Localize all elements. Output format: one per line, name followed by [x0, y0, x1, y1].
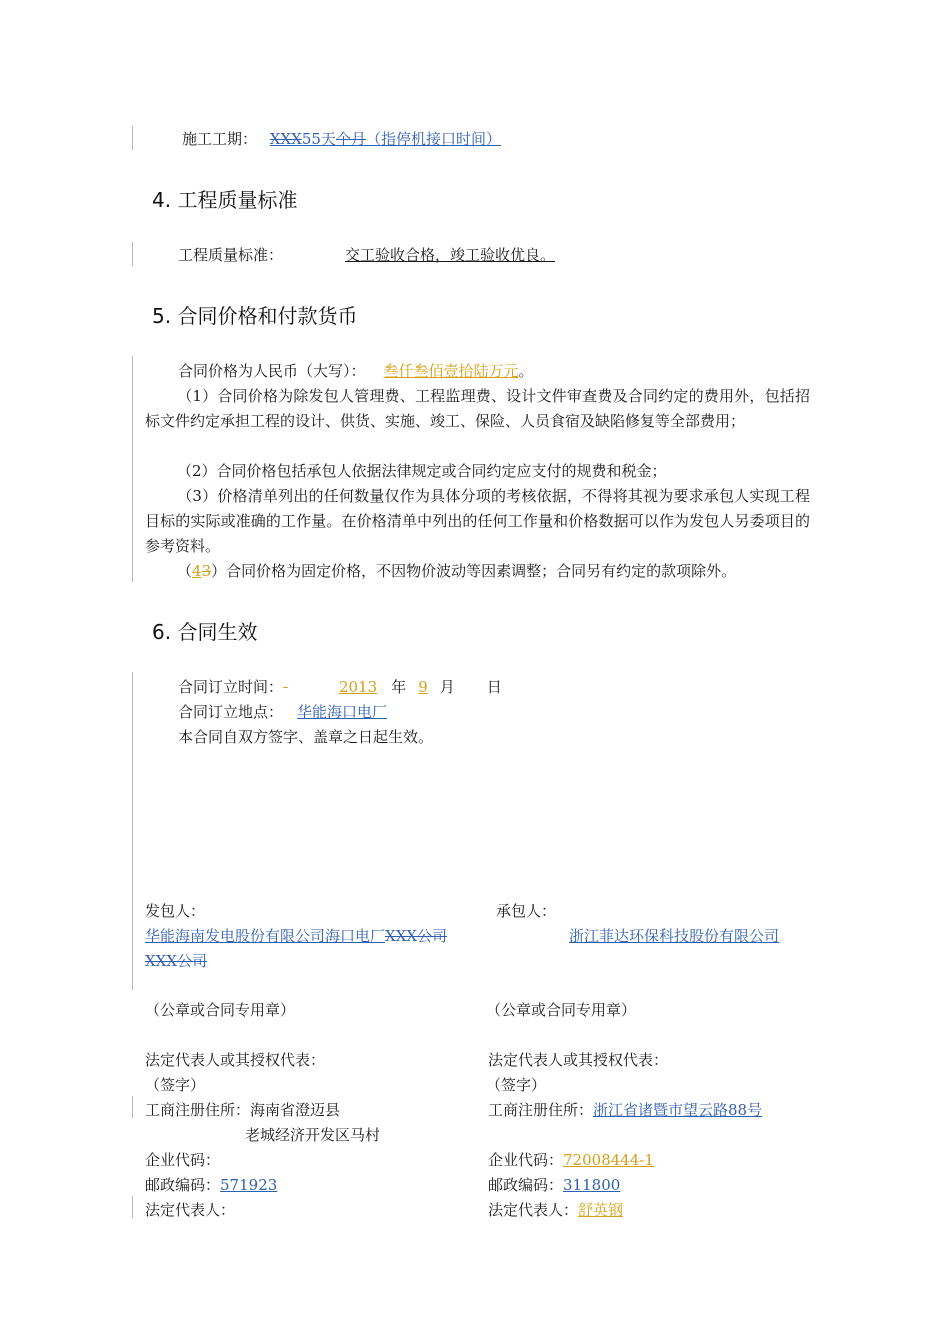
rep-left: 法定代表人或其授权代表： [145, 1051, 326, 1069]
price-item-4: （43）合同价格为固定价格，不因物价波动等因素调整；合同另有约定的款项除外。 [177, 562, 737, 580]
contract-place-line [178, 701, 461, 722]
sign-left: （签字） [145, 1076, 206, 1094]
contract-price-line [178, 360, 534, 381]
price-end: 。 [518, 362, 534, 380]
contract-year: 2013 [339, 678, 378, 696]
quality-standard-line [178, 244, 587, 265]
employer-name: 华能海南发电股份有限公司海口电厂 [145, 927, 386, 945]
price-item-1: （1）合同价格为除发包人管理费、工程监理费、设计文件审查费及合同约定的费用外，包括招标文件约定承担工程的设计、供货、实施、竣工、保险、人员食宿及缺陷修复等全部费用； [145, 387, 810, 430]
date-deleted-blank [283, 678, 325, 696]
change-bar [132, 1196, 133, 1218]
zip-label-right: 邮政编码： [488, 1176, 564, 1194]
seal-right: （公章或合同专用章） [486, 1001, 637, 1019]
period-value-group [262, 130, 501, 148]
code-label-left: 企业代码： [145, 1151, 221, 1169]
employer-deleted: XXX公司 [385, 927, 448, 945]
quality-label: 工程质量标准： [178, 246, 284, 264]
legal-label-left: 法定代表人： [145, 1201, 236, 1219]
section-6-heading: 6. 合同生效 [152, 620, 258, 644]
construction-period-line [182, 128, 501, 149]
legal-right-line [488, 1199, 623, 1220]
contractor-deleted: XXX公司 [145, 952, 208, 970]
price-item-3: （3）价格清单列出的任何数量仅作为具体分项的考核依据，不得将其视为要求承包人实现工程目标的实际或准确的工作量。在价格清单中列出的任何工作量和价格数据可以作为发包人另委项目的参考资料。 [145, 487, 810, 555]
address-right-line [488, 1099, 762, 1120]
day-unit: 日 [486, 678, 502, 696]
contractor-label: 承包人： [496, 902, 557, 920]
date-label: 合同订立时间： [178, 678, 284, 696]
code-right: 72008444-1 [563, 1151, 654, 1169]
period-value: 55天 [301, 130, 336, 148]
place-label: 合同订立地点： [178, 703, 284, 721]
place-value: 华能海口电厂 [297, 703, 388, 721]
rep-right: 法定代表人或其授权代表： [488, 1051, 669, 1069]
change-bar [132, 242, 133, 266]
employer-label: 发包人： [145, 902, 206, 920]
change-bar [132, 356, 133, 582]
quality-value: 交工验收合格，竣工验收优良。 [345, 246, 556, 264]
period-label: 施工工期： [182, 130, 258, 148]
period-note: （指停机接口时间） [365, 130, 501, 148]
address-right: 浙江省诸暨市望云路88号 [593, 1101, 763, 1119]
zip-left-line [145, 1174, 277, 1195]
code-right-line [488, 1149, 654, 1170]
address-left-2: 老城经济开发区马村 [245, 1126, 381, 1144]
zip-left: 571923 [220, 1176, 278, 1194]
price-label: 合同价格为人民币（大写）： [178, 362, 366, 380]
contractor-name: 浙江菲达环保科技股份有限公司 [569, 927, 780, 945]
zip-right: 311800 [563, 1176, 621, 1194]
effective-clause: 本合同自双方签字、盖章之日起生效。 [178, 728, 434, 746]
change-bar [132, 1096, 133, 1118]
period-deleted-unit: 个月 [335, 130, 366, 148]
address-label-right: 工商注册住所： [488, 1101, 594, 1119]
year-unit: 年 [391, 678, 407, 696]
item4-deleted-number: 3 [201, 562, 212, 580]
item4-inserted-number: 4 [192, 562, 202, 580]
seal-left: （公章或合同专用章） [145, 1001, 296, 1019]
section-5-heading: 5. 合同价格和付款货币 [152, 304, 358, 328]
address-label-left: 工商注册住所： [145, 1101, 251, 1119]
price-value: 叁仟叁佰壹拾陆万元 [383, 362, 519, 380]
month-unit: 月 [439, 678, 455, 696]
change-bar [132, 672, 133, 990]
address-left-1: 海南省澄迈县 [250, 1101, 341, 1119]
contract-date-line [178, 676, 502, 697]
section-4-heading: 4. 工程质量标准 [152, 188, 298, 212]
legal-right: 舒英钢 [578, 1201, 624, 1219]
change-bar [132, 126, 133, 150]
period-deleted-text: XXX [269, 130, 302, 148]
employer-name-line [145, 925, 447, 946]
zip-label-left: 邮政编码： [145, 1176, 221, 1194]
code-label-right: 企业代码： [488, 1151, 564, 1169]
sign-right: （签字） [486, 1076, 547, 1094]
legal-label-right: 法定代表人： [488, 1201, 579, 1219]
contract-month: 9 [418, 678, 428, 696]
price-item-2: （2）合同价格包括承包人依据法律规定或合同约定应支付的规费和税金； [177, 462, 667, 480]
zip-right-line [488, 1174, 620, 1195]
address-left-line [145, 1099, 340, 1120]
